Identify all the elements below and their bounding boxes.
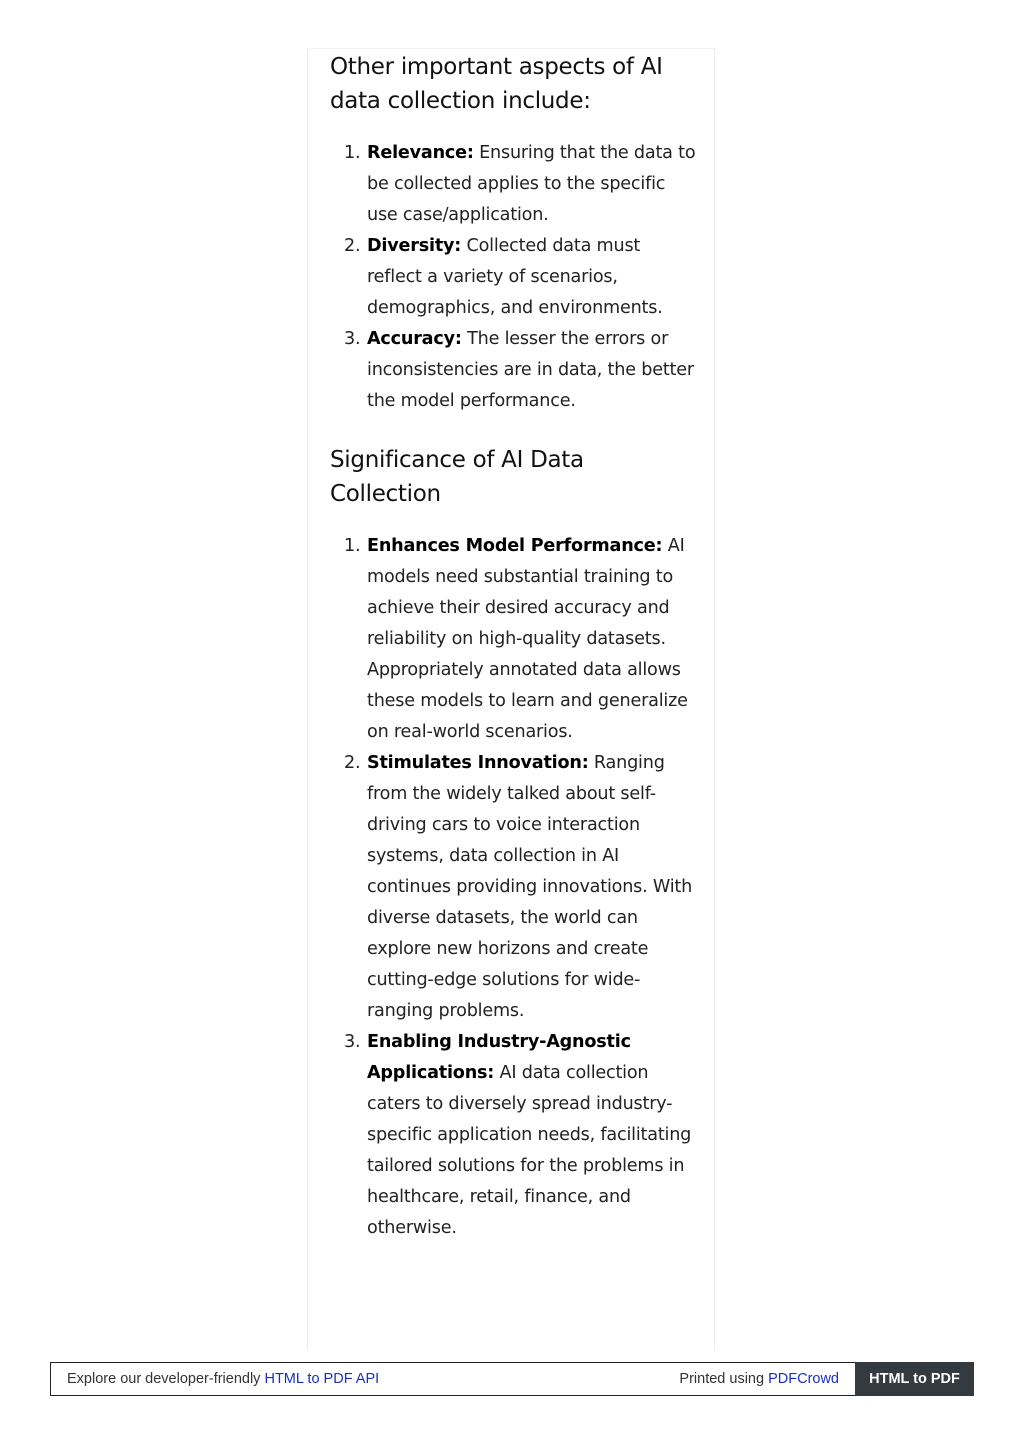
list-item-term: Enhances Model Performance: xyxy=(367,536,663,556)
footer-explore-text: Explore our developer-friendly xyxy=(67,1371,265,1387)
list-item-text: AI data collection caters to diversely spread industry-specific application needs, facilitating tailored solutions for the problems in healthcare, retail, finance, and otherwise. xyxy=(367,1063,692,1238)
list-item xyxy=(330,231,696,324)
list-item-text: AI models need substantial training to achieve their desired accuracy and reliability on high-quality datasets. Appropriately annotated data allows these models to learn and generalize on real-world scenarios. xyxy=(367,536,688,742)
list-number: 1. xyxy=(344,143,361,163)
list-number: 1. xyxy=(344,536,361,556)
list-item-term: Accuracy: xyxy=(367,329,462,349)
footer-printed-text: Printed using xyxy=(679,1371,769,1387)
aspects-list xyxy=(330,138,696,417)
list-item-term: Diversity: xyxy=(367,236,462,256)
significance-list xyxy=(330,531,696,1244)
list-number: 2. xyxy=(344,753,361,773)
footer-explore xyxy=(67,1371,379,1387)
footer-printed xyxy=(679,1371,839,1387)
html-to-pdf-api-link[interactable]: HTML to PDF API xyxy=(264,1371,380,1387)
list-number: 2. xyxy=(344,236,361,256)
list-item xyxy=(330,324,696,417)
list-number: 3. xyxy=(344,329,361,349)
section-heading-significance: Significance of AI Data Collection xyxy=(330,447,584,507)
list-item-term: Enabling Industry-Agnostic Applications: xyxy=(367,1032,631,1083)
list-item-text: Collected data must reflect a variety of scenarios, demographics, and environments. xyxy=(367,236,663,318)
list-item-term: Relevance: xyxy=(367,143,474,163)
pdf-footer-bar xyxy=(50,1362,974,1396)
list-item-text: Ranging from the widely talked about self-driving cars to voice interaction systems, data collection in AI continues providing innovations. With diverse datasets, the world can explore new horizons and create cutting-edge solutions for wide-ranging problems. xyxy=(367,753,693,1021)
section-heading-aspects: Other important aspects of AI data collection include: xyxy=(330,54,663,114)
list-number: 3. xyxy=(344,1032,361,1052)
list-item-text: The lesser the errors or inconsistencies are in data, the better the model performance. xyxy=(367,329,694,411)
pdfcrowd-link[interactable]: PDFCrowd xyxy=(768,1371,839,1387)
list-item xyxy=(330,531,696,748)
html-to-pdf-badge[interactable]: HTML to PDF xyxy=(855,1362,974,1396)
list-item-term: Stimulates Innovation: xyxy=(367,753,589,773)
list-item xyxy=(330,138,696,231)
article-column xyxy=(307,48,715,1350)
list-item xyxy=(330,1027,696,1244)
list-item-text: Ensuring that the data to be collected applies to the specific use case/application. xyxy=(367,143,696,225)
article-content xyxy=(330,51,696,1244)
list-item xyxy=(330,748,696,1027)
